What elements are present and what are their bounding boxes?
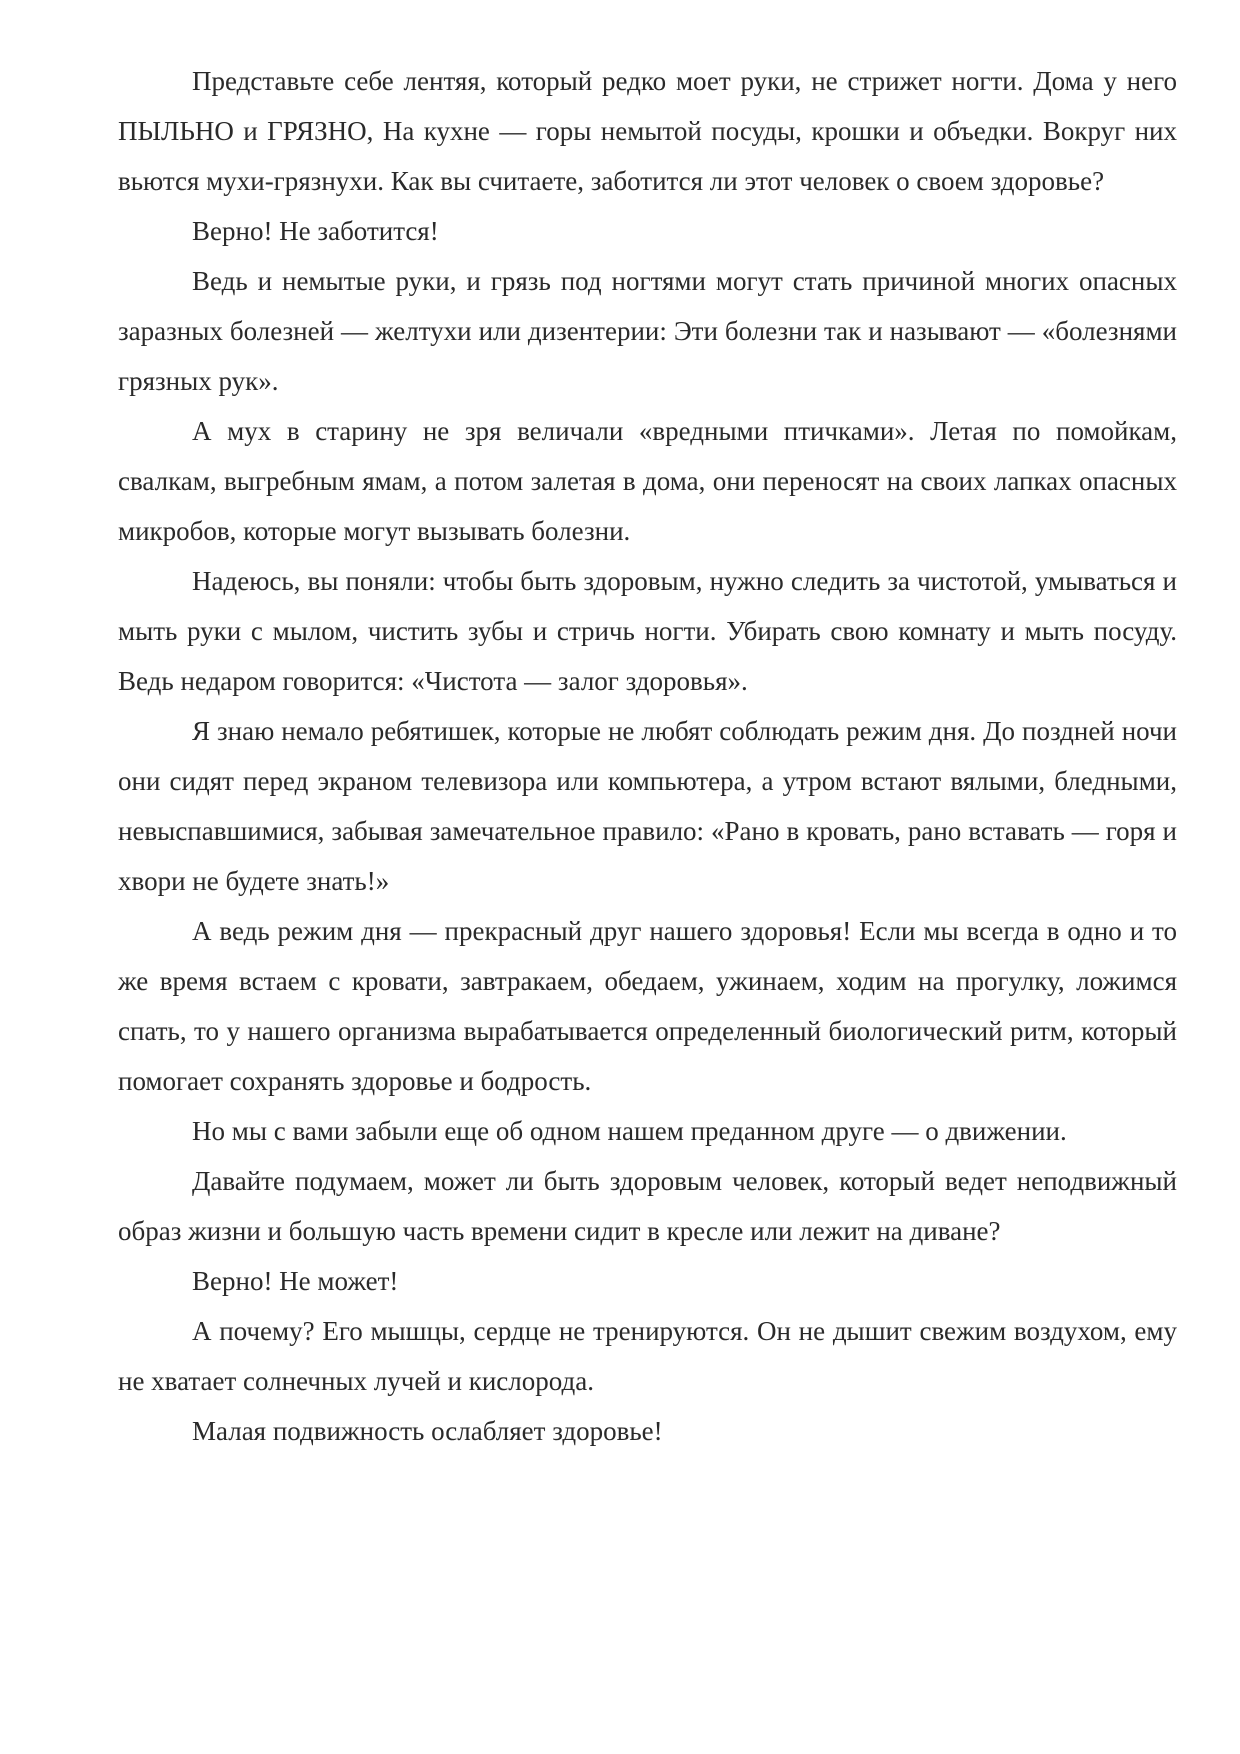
- paragraph-7: А ведь режим дня — прекрасный друг нашего здоровья! Если мы всегда в одно и то же время встаем с кровати, завтракаем, обедаем, ужинаем, ходим на прогулку, ложимся спать, то у нашего организма вырабатывается определенный биологический ритм, который помогает сохранять здоровье и бодрость.: [118, 916, 1177, 1096]
- paragraph-3: Ведь и немытые руки, и грязь под ногтями могут стать причиной многих опасных заразных болезней — желтухи или дизентерии: Эти болезни так и называют — «болезнями грязных рук».: [118, 266, 1177, 396]
- paragraph-12: Малая подвижность ослабляет здоровье!: [192, 1416, 663, 1446]
- paragraph-10: Верно! Не может!: [192, 1266, 399, 1296]
- paragraph-5: Надеюсь, вы поняли: чтобы быть здоровым, нужно следить за чистотой, умываться и мыть руки с мылом, чистить зубы и стричь ногти. Убирать свою комнату и мыть посуду. Ведь недаром говорится: «Чистота — залог здоровья».: [118, 566, 1177, 696]
- paragraph-8: Но мы с вами забыли еще об одном нашем преданном друге — о движении.: [192, 1116, 1067, 1146]
- text-body: [118, 56, 1177, 1456]
- paragraph-4: А мух в старину не зря величали «вредными птичками». Летая по помойкам, свалкам, выгребным ямам, а потом залетая в дома, они переносят на своих лапках опасных микробов, которые могут вызывать болезни.: [118, 416, 1177, 546]
- paragraph-1: Представьте себе лентяя, который редко моет руки, не стрижет ногти. Дома у него ПЫЛЬНО и ГРЯЗНО, На кухне — горы немытой посуды, крошки и объедки. Вокруг них вьются мухи-грязнухи. Как вы считаете, заботится ли этот человек о своем здоровье?: [118, 66, 1177, 196]
- paragraph-6: Я знаю немало ребятишек, которые не любят соблюдать режим дня. До поздней ночи они сидят перед экраном телевизора или компьютера, а утром встают вялыми, бледными, невыспавшимися, забывая замечательное правило: «Рано в кровать, рано вставать — горя и хвори не будете знать!»: [118, 716, 1177, 896]
- paragraph-11: А почему? Его мышцы, сердце не тренируются. Он не дышит свежим воздухом, ему не хватает солнечных лучей и кислорода.: [118, 1316, 1177, 1396]
- paragraph-9: Давайте подумаем, может ли быть здоровым человек, который ведет неподвижный образ жизни и большую часть времени сидит в кресле или лежит на диване?: [118, 1166, 1177, 1246]
- paragraph-2: Верно! Не заботится!: [192, 216, 439, 246]
